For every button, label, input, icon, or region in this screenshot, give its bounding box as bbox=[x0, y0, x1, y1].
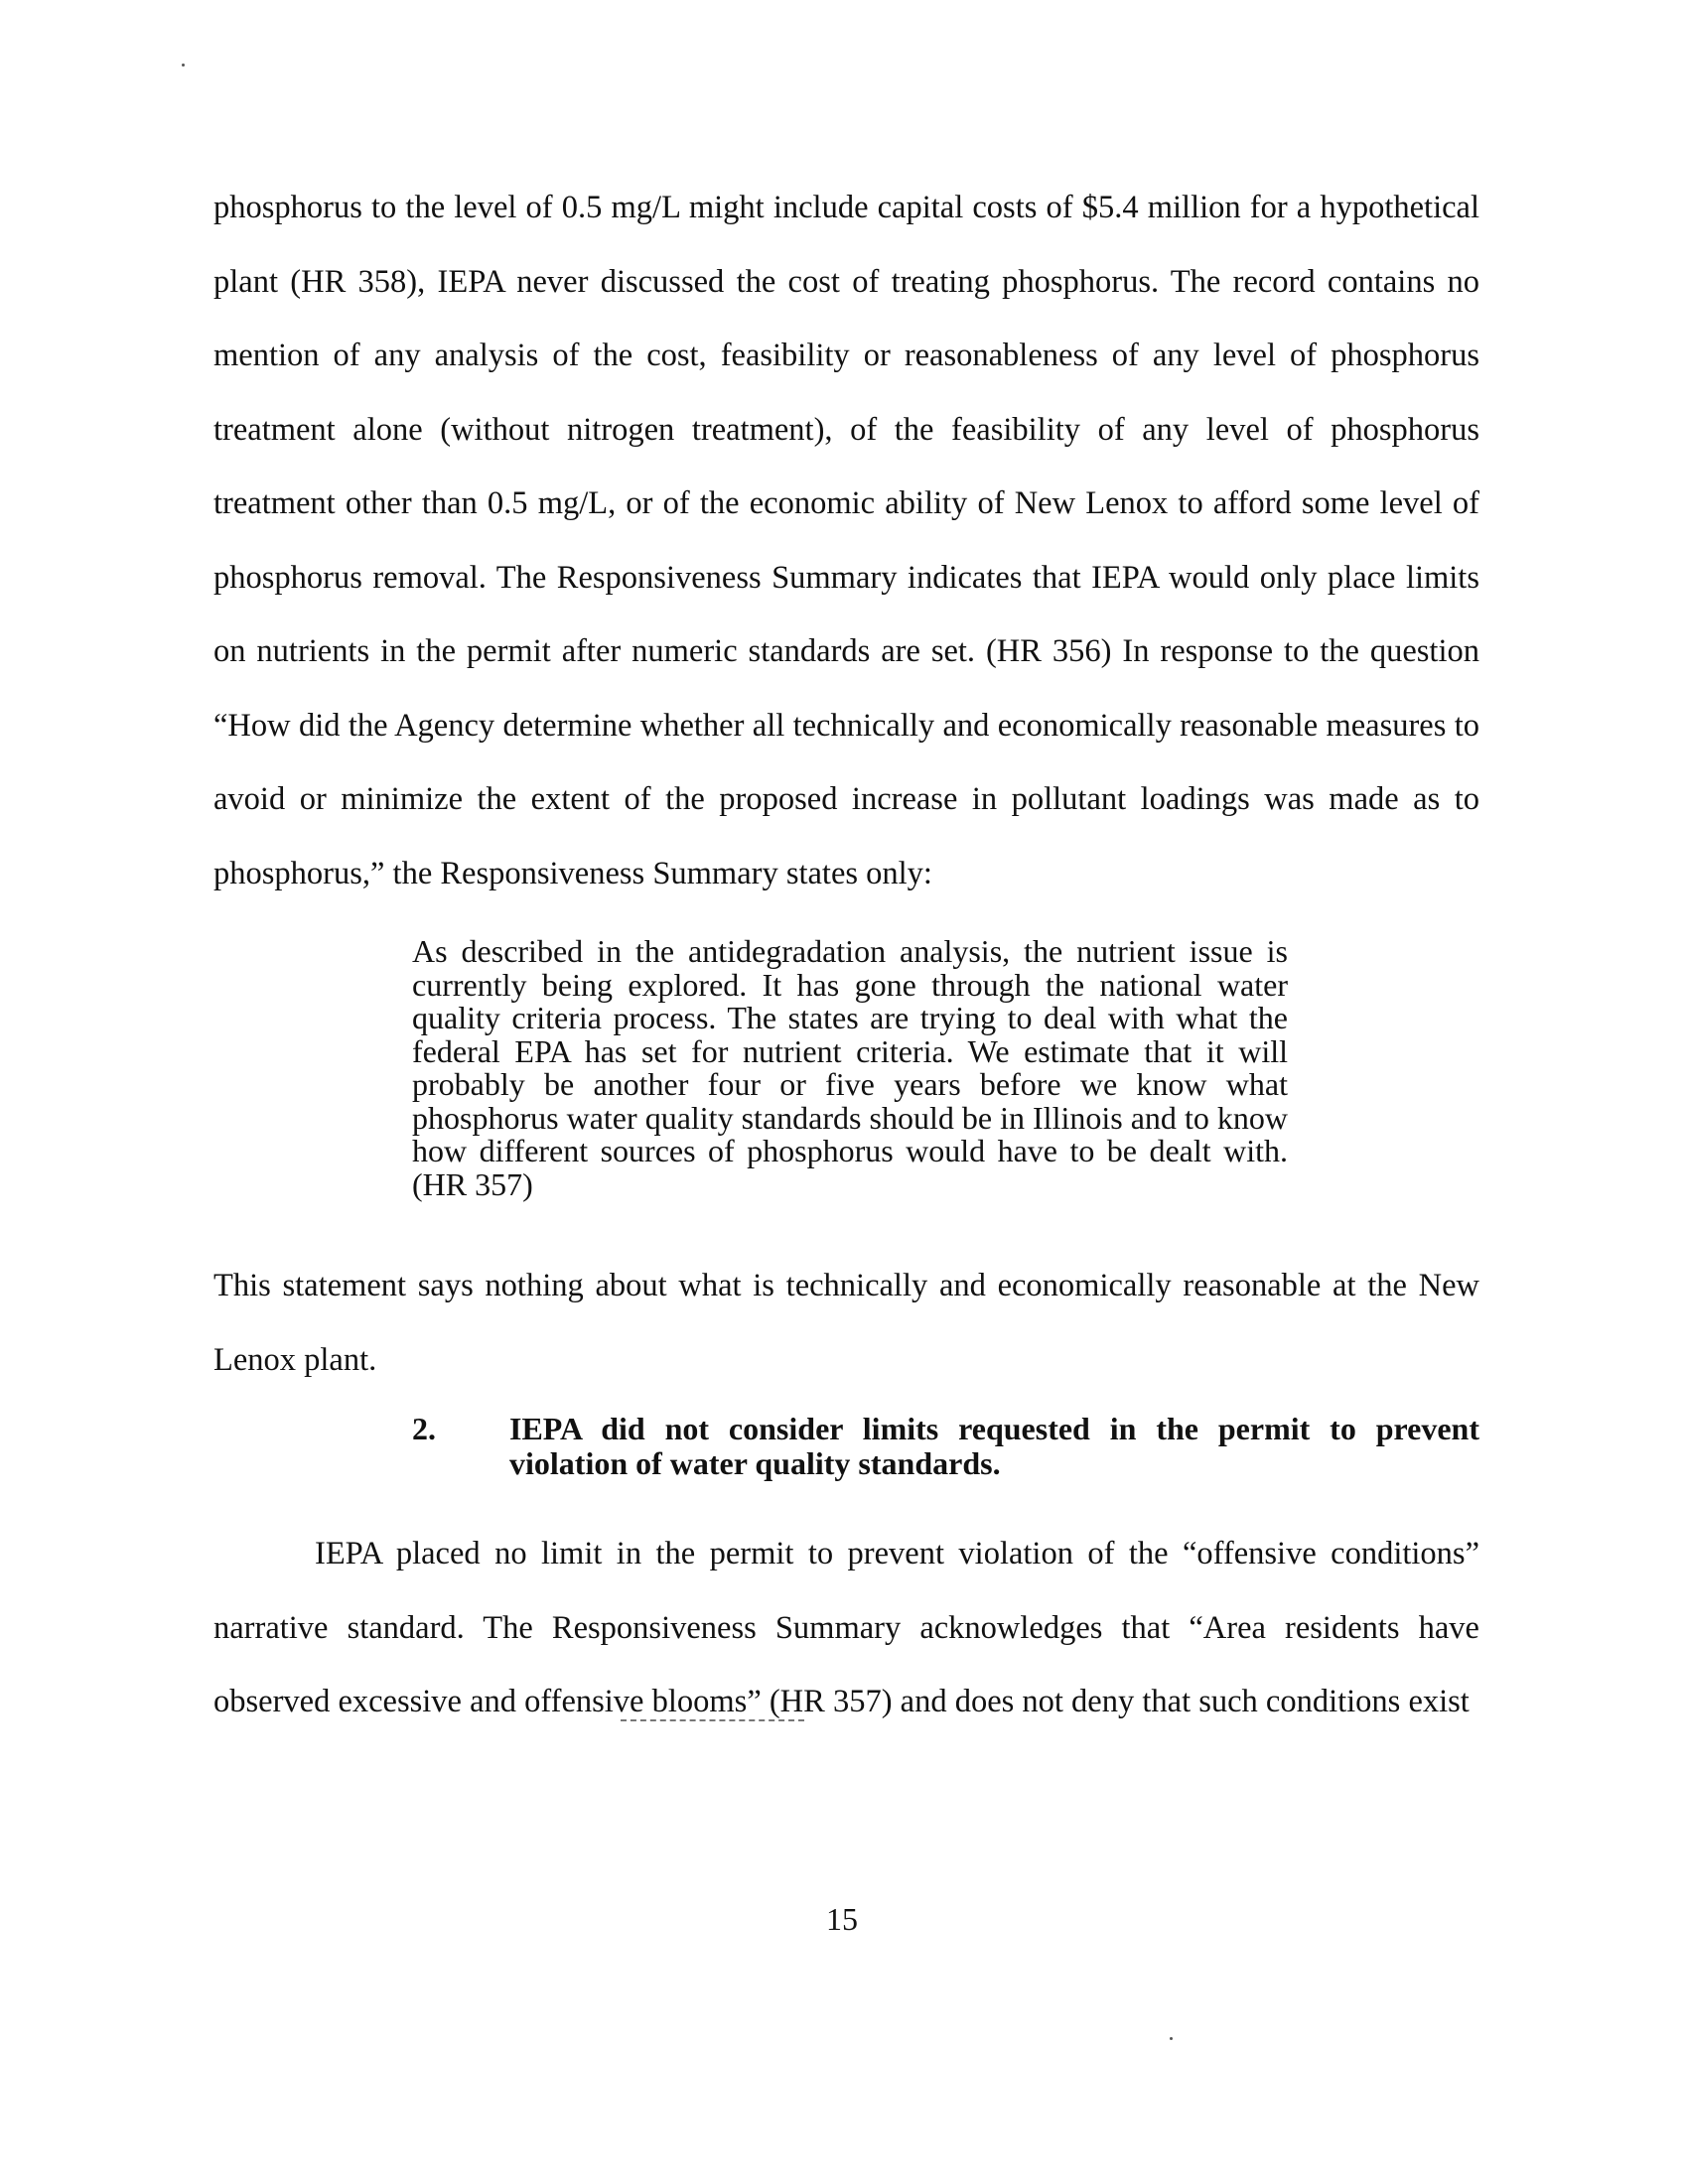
block-quote: As described in the antidegradation analysis, the nutrient issue is currently being explored. It has gone through the national water quality criteria process. The states are trying to deal with what the federal EPA has set for nutrient criteria. We estimate that it will probably be another four or five years before we know what phosphorus water quality standards should be in Illinois and to know how different sources of phosphorus would have to be dealt with. (HR 357) bbox=[412, 933, 1288, 1202]
body-paragraph: IEPA placed no limit in the permit to prevent violation of the “offensive conditions” narrative standard. The Responsiveness Summary acknowledges that “Area residents have observed excessive and offensive blooms” (HR 357) and does not deny that such conditions exist bbox=[213, 1536, 1479, 1719]
scan-speck bbox=[1170, 2037, 1173, 2040]
body-paragraph: This statement says nothing about what is technically and economically reasonable at the New Lenox plant. bbox=[213, 1268, 1479, 1378]
section-heading bbox=[412, 1412, 1479, 1480]
body-paragraph: phosphorus to the level of 0.5 mg/L might include capital costs of $5.4 million for a hypothetical plant (HR 358), IEPA never discussed the cost of treating phosphorus. The record contains no mention of any analysis of the cost, feasibility or reasonableness of any level of phosphorus treatment alone (without nitrogen treatment), of the feasibility of any level of phosphorus treatment other than 0.5 mg/L, or of the economic ability of New Lenox to afford some level of phosphorus removal. The Responsiveness Summary indicates that IEPA would only place limits on nutrients in the permit after numeric standards are set. (HR 356) In response to the question “How did the Agency determine whether all technically and economically reasonable measures to avoid or minimize the extent of the proposed increase in pollutant loadings was made as to phosphorus,” the Responsiveness Summary states only: bbox=[213, 190, 1479, 891]
scan-underline-mark bbox=[621, 1719, 804, 1721]
page-number: 15 bbox=[826, 1901, 858, 1937]
section-heading-text: IEPA did not consider limits requested in the permit to prevent violation of water quality standards. bbox=[509, 1411, 1479, 1481]
scan-speck bbox=[182, 64, 185, 67]
section-number: 2. bbox=[412, 1411, 436, 1446]
